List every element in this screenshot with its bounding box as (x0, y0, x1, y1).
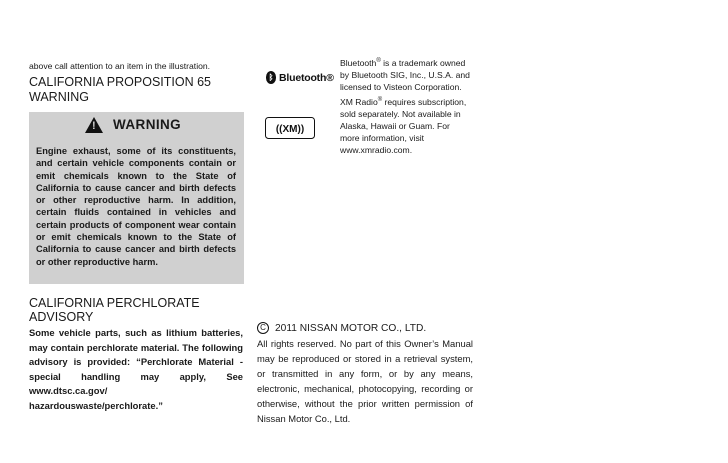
xm-notice-name: XM Radio (340, 96, 378, 107)
xm-notice-reg: ® (377, 96, 383, 103)
perchlorate-body-text: Some vehicle parts, such as lithium batteries, may contain perchlorate material. The following advisory is provided: “Perchlorate Material - special handling may apply, See www.dtsc.ca.gov/ (29, 327, 243, 396)
bluetooth-notice-name: Bluetooth (340, 58, 377, 68)
bluetooth-logo (266, 71, 334, 84)
prop65-heading-line1: CALIFORNIA PROPOSITION 65 (29, 75, 211, 89)
prop65-heading (29, 75, 211, 105)
bluetooth-logo-text: Bluetooth® (279, 71, 334, 84)
bluetooth-notice (340, 57, 470, 94)
perchlorate-body (29, 326, 243, 413)
warning-body: Engine exhaust, some of its constituents, and certain vehicle components contain or emit chemicals known to the State of California to cause cancer and birth defects or other reproductive harm. In addition, certain fluids contained in vehicles and certain products of component wear contain or emit chemicals known to the State of California to cause cancer and birth defects or other reproductive harm. (36, 146, 236, 267)
xm-logo-text: ((XM)) (275, 124, 305, 135)
warning-triangle-icon: ! (85, 117, 103, 133)
copyright-icon: C (257, 322, 269, 334)
perchlorate-heading: CALIFORNIA PERCHLORATE ADVISORY (29, 296, 200, 324)
prop65-heading-line2: WARNING (29, 90, 89, 104)
warning-title (29, 117, 244, 135)
perchlorate-url-tail: hazardouswaste/perchlorate.” (29, 399, 163, 411)
copyright-line (257, 322, 426, 334)
bluetooth-notice-rest: is a trademark owned by Bluetooth SIG, Inc., U.S.A. and licensed to Visteon Corporation. (340, 58, 470, 93)
bluetooth-notice-reg: ® (376, 58, 381, 65)
warning-label: WARNING (113, 117, 182, 132)
xm-radio-logo (265, 117, 315, 139)
right-column-notices (340, 57, 470, 159)
intro-text: above call attention to an item in the illustration. (29, 61, 211, 71)
xm-notice (340, 96, 470, 157)
xm-notice-rest: requires subscription, sold separately. Not available in Alaska, Hawaii or Guam. For more information, visit www.xmradio.com. (340, 96, 467, 156)
copyright-text: 2011 NISSAN MOTOR CO., LTD. (275, 322, 427, 334)
bluetooth-icon: ᛒ (266, 71, 276, 84)
rights-notice: All rights reserved. No part of this Owner’s Manual may be reproduced or stored in a retrieval system, or transmitted in any form, or by any means, electronic, mechanical, photocopying, recording or otherwise, without the prior written permission of Nissan Motor Co., Ltd. (257, 338, 473, 424)
